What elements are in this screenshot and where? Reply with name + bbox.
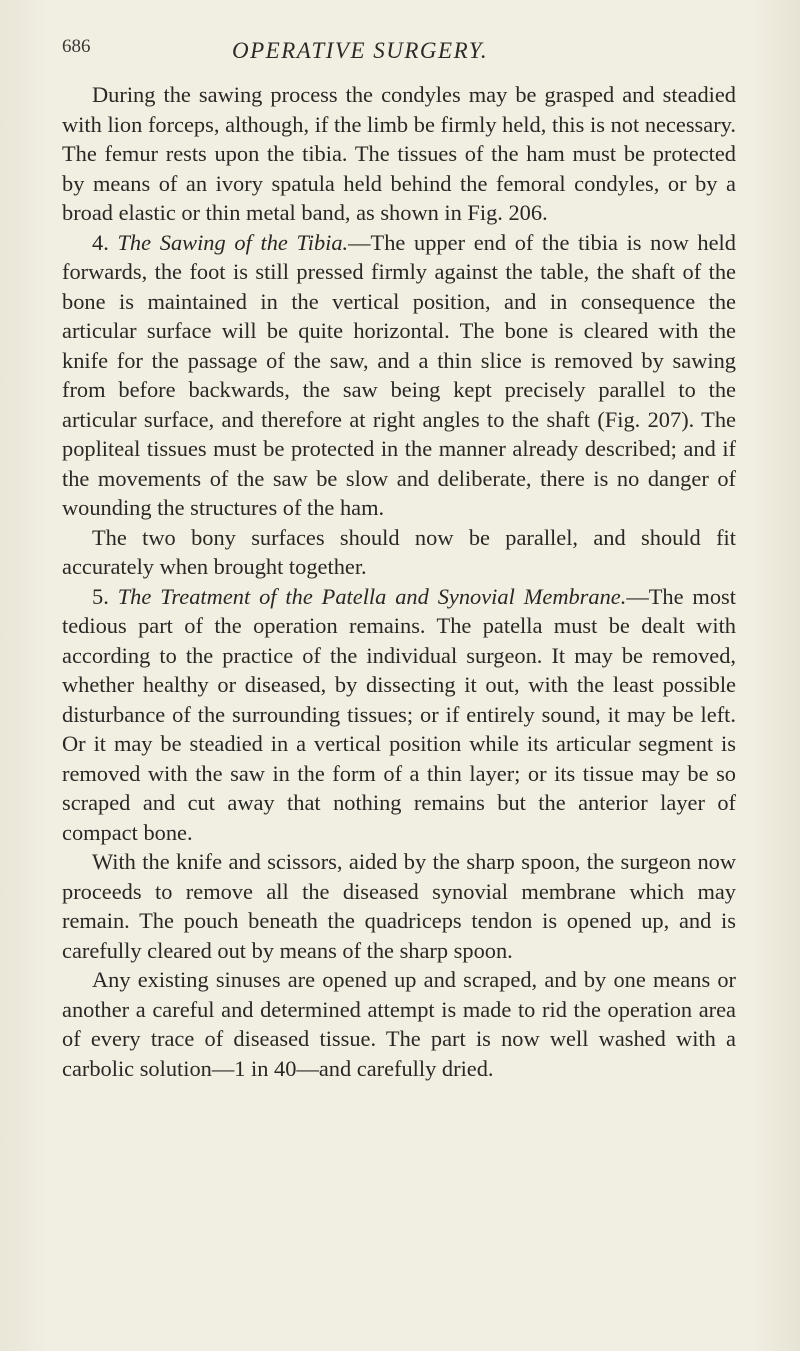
paragraph-section-5 [62,582,736,848]
page-header [0,36,800,66]
paragraph-text: —The upper end of the tibia is now held forwards, the foot is still pressed firmly against the table, the shaft of the bone is maintained in the vertical position, and in consequence the articular surface will be quite horizontal. The bone is cleared with the knife for the passage of the saw, and a thin slice is removed by sawing from before backwards, the saw being kept precisely parallel to the articular surface, and therefore at right angles to the shaft (Fig. 207). The popliteal tissues must be protected in the manner already described; and if the movements of the saw be slow and deliberate, there is no danger of wounding the structures of the ham. [62,229,736,520]
section-title: The Treatment of the Patella and Synovial Membrane. [117,583,627,609]
paragraph-text: During the sawing process the condyles may be grasped and steadied with lion forceps, although, if the limb be firmly held, this is not necessary. The femur rests upon the tibia. The tissues of the ham must be protected by means of an ivory spatula held behind the femoral condyles, or by a broad elastic or thin metal band, as shown in Fig. 206. [62,82,736,225]
paragraph-text: The two bony surfaces should now be parallel, and should fit accurately when brought together. [62,524,736,579]
paragraph-sinuses [62,965,736,1083]
paragraph-text: —The most tedious part of the operation remains. The patella must be dealt with according to the practice of the individual surgeon. It may be removed, whether healthy or diseased, by dissecting it out, with the least possible disturbance of the surrounding tissues; or if entirely sound, it may be left. Or it may be steadied in a vertical position while its articular segment is removed with the saw in the form of a thin layer; or its tissue may be so scraped and cut away that nothing remains but the anterior layer of compact bone. [62,583,736,845]
paragraph-synovial-removal [62,847,736,965]
running-head: OPERATIVE SURGERY. [232,38,489,63]
section-number: 5. [92,583,109,609]
paragraph-bony-surfaces [62,523,736,582]
paragraph-text: Any existing sinuses are opened up and scraped, and by one means or another a careful and determined attempt is made to rid the operation area of every trace of diseased tissue. The part is now well washed with a carbolic solution—1 in 40—and carefully dried. [62,967,736,1081]
section-number: 4. [92,229,109,255]
page-number: 686 [62,36,91,57]
paragraph-text: With the knife and scissors, aided by the sharp spoon, the surgeon now proceeds to remove all the diseased synovial membrane which may remain. The pouch beneath the quadriceps tendon is opened up, and is carefully cleared out by means of the sharp spoon. [62,849,736,963]
paragraph-section-4 [62,228,736,523]
body-text [62,80,736,1083]
paragraph-sawing-process [62,80,736,228]
section-title: The Sawing of the Tibia. [117,229,349,255]
